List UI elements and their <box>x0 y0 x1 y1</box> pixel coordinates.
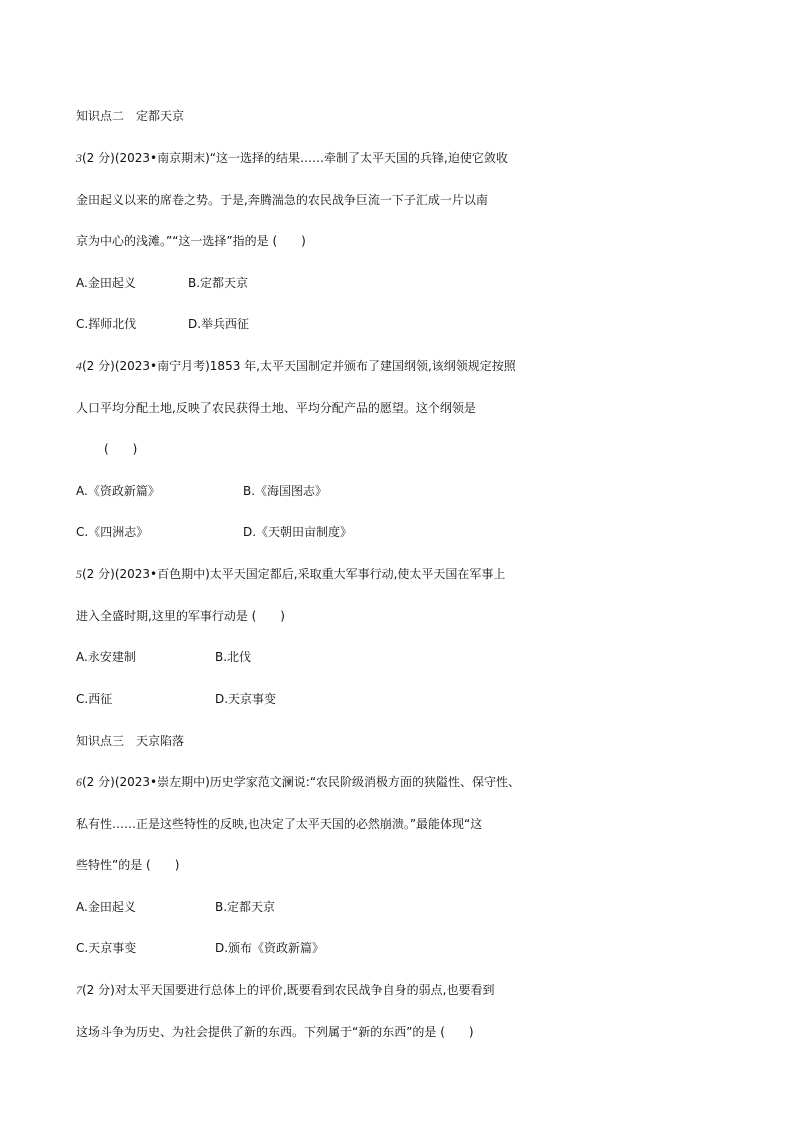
question-6-option-b: B.定都天京 <box>215 900 276 914</box>
question-3-text-1: (2 分)(2023•南京期末)“这一选择的结果……牵制了太平天国的兵锋,迫使它敛收 <box>82 151 508 165</box>
question-6-text-1: (2 分)(2023•崇左期中)历史学家范文澜说:“农民阶级消极方面的狭隘性、保守性、 <box>82 775 521 789</box>
question-6-options-row-2 <box>76 936 726 960</box>
question-3-option-d: D.举兵西征 <box>188 317 250 331</box>
question-5-option-a: A.永安建制 <box>76 650 136 664</box>
question-6-text-3: 些特性”的是 ( ) <box>76 858 180 872</box>
question-4-text-3: ( ) <box>104 442 138 456</box>
question-7-line-1 <box>76 978 726 1002</box>
question-5-option-b: B.北伐 <box>215 650 252 664</box>
question-4-option-c: C.《四洲志》 <box>76 525 149 539</box>
question-6-option-c: C.天京事变 <box>76 941 137 955</box>
question-3-text-3: 京为中心的浅滩。”“这一选择”指的是 ( ) <box>76 234 306 248</box>
question-3-options-row-2 <box>76 312 726 336</box>
question-3-option-b: B.定都天京 <box>188 276 249 290</box>
question-5-option-d: D.天京事变 <box>215 692 277 706</box>
question-6-number: 6 <box>76 775 82 789</box>
question-4-number: 4 <box>76 359 82 373</box>
question-7-text-2: 这场斗争为历史、为社会提供了新的东西。下列属于“新的东西”的是 ( ) <box>76 1025 474 1039</box>
question-7-number: 7 <box>76 983 82 997</box>
question-5-options-row-2 <box>76 687 726 711</box>
section-heading-2: 知识点二 定都天京 <box>76 109 185 123</box>
question-4-line-1 <box>76 354 726 378</box>
question-4-text-2: 人口平均分配土地,反映了农民获得土地、平均分配产品的愿望。这个纲领是 <box>76 401 476 415</box>
question-4-option-a: A.《资政新篇》 <box>76 484 160 498</box>
question-3-number: 3 <box>76 151 82 165</box>
question-5-text-1: (2 分)(2023•百色期中)太平天国定都后,采取重大军事行动,使太平天国在军事上 <box>82 567 506 581</box>
question-5-line-1 <box>76 562 726 586</box>
question-3-text-2: 金田起义以来的席卷之势。于是,奔腾湍急的农民战争巨流一下子汇成一片以南 <box>76 193 488 207</box>
question-3-line-1 <box>76 146 726 170</box>
question-4-options-row-1 <box>76 479 726 503</box>
question-6-option-d: D.颁布《资政新篇》 <box>215 941 325 955</box>
question-6-option-a: A.金田起义 <box>76 900 136 914</box>
question-4-text-1: (2 分)(2023•南宁月考)1853 年,太平天国制定并颁布了建国纲领,该纲领规定按照 <box>82 359 516 373</box>
question-7-text-1: (2 分)对太平天国要进行总体上的评价,既要看到农民战争自身的弱点,也要看到 <box>82 983 495 997</box>
question-5-text-2: 进入全盛时期,这里的军事行动是 ( ) <box>76 609 285 623</box>
question-3-option-a: A.金田起义 <box>76 276 136 290</box>
question-3-option-c: C.挥师北伐 <box>76 317 137 331</box>
section-heading-3: 知识点三 天京陷落 <box>76 734 185 748</box>
question-4-options-row-2 <box>76 520 726 544</box>
question-4-option-d: D.《天朝田亩制度》 <box>243 525 353 539</box>
question-5-number: 5 <box>76 567 82 581</box>
question-4-option-b: B.《海国图志》 <box>243 484 328 498</box>
question-5-option-c: C.西征 <box>76 692 113 706</box>
question-6-options-row-1 <box>76 895 726 919</box>
question-5-options-row-1 <box>76 645 726 669</box>
question-6-line-1 <box>76 770 726 794</box>
question-3-options-row-1 <box>76 271 726 295</box>
question-6-text-2: 私有性……正是这些特性的反映,也决定了太平天国的必然崩溃。”最能体现“这 <box>76 817 483 831</box>
